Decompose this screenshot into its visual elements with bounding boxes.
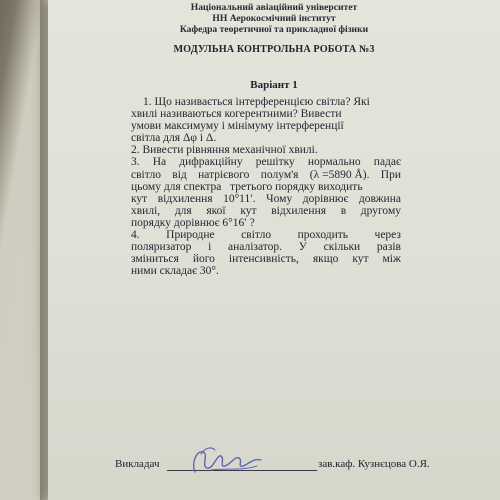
word: скільки (323, 241, 361, 254)
task-line (131, 241, 401, 253)
word: інтенсивність, (228, 253, 299, 266)
document-title: МОДУЛЬНА КОНТРОЛЬНА РОБОТА №3 (173, 44, 375, 55)
task-line: світла для Δφ і Δ. (131, 132, 217, 145)
word: якої (206, 204, 226, 217)
word: аналізатор. (228, 241, 283, 254)
university-name: Національний авіаційний університет (190, 2, 358, 13)
variant-heading: Варіант 1 (250, 79, 298, 91)
head-of-department: зав.каф. Кузнєцова О.Я. (318, 458, 430, 470)
word: 4. (131, 229, 140, 242)
word: відхилення (157, 192, 213, 205)
word: 10°11′. (223, 192, 256, 205)
page-edge (40, 0, 48, 500)
task-line (131, 193, 401, 205)
word: поляризатор (131, 241, 192, 254)
word: довжина (358, 192, 401, 205)
word: решітку (255, 156, 295, 169)
word: проходить (297, 229, 349, 242)
task-line: 2. Вивести рівняння механічної хвилі. (131, 144, 318, 157)
department-name: Кафедра теоретичної та прикладної фізики (179, 24, 369, 35)
task-line (131, 253, 401, 265)
task-line (131, 156, 401, 168)
word: світло (241, 229, 272, 242)
word: Природне (166, 229, 215, 242)
task-line (131, 205, 401, 217)
word: дорівнює (302, 192, 349, 205)
word: полум'я (260, 168, 299, 181)
word: кут (352, 253, 369, 266)
word: світло (131, 168, 161, 181)
word: в (340, 204, 347, 217)
word: дифракційну (179, 156, 243, 169)
word: падає (373, 156, 401, 169)
word: відхилення (271, 204, 327, 217)
task-line (131, 169, 401, 181)
word: якщо (312, 253, 339, 266)
task-line: 1. Що називається інтерференцією світла? Які (143, 96, 370, 108)
word: натрієвого (198, 168, 250, 181)
word: зміниться (131, 253, 179, 266)
lecturer-label: Викладач (115, 458, 160, 470)
handwritten-signature (181, 444, 271, 478)
word: разів (376, 241, 401, 254)
task-line: умови максимуму і мінімуму інтерференції (131, 120, 344, 133)
word: У (298, 241, 307, 254)
word: його (192, 253, 215, 266)
word: кут (240, 204, 257, 217)
word: між (382, 253, 401, 266)
word: для (174, 204, 192, 217)
task-line: ними складає 30°. (131, 265, 219, 278)
task-line (131, 229, 401, 241)
word: На (152, 156, 167, 169)
word: 3. (131, 156, 140, 169)
word: При (380, 168, 401, 181)
word: другому (360, 204, 401, 217)
tasks-body (131, 96, 401, 277)
word: Чому (266, 192, 293, 205)
task-line: порядку дорівнює 6°16′ ? (131, 216, 255, 229)
word: кут (131, 192, 148, 205)
task-line: цьому для спектра третього порядку виходить (131, 180, 363, 193)
word: і (208, 241, 212, 254)
institute-name: НН Аерокосмічний інститут (212, 13, 336, 24)
signature-block (115, 458, 445, 482)
word: хвилі, (131, 204, 161, 217)
word: від (172, 168, 187, 181)
word: нормально (307, 156, 361, 169)
task-line: хвилі називаються когерентними? Вивести (131, 108, 342, 121)
word: (λ =5890 Å). (309, 168, 370, 181)
word: через (374, 229, 401, 242)
